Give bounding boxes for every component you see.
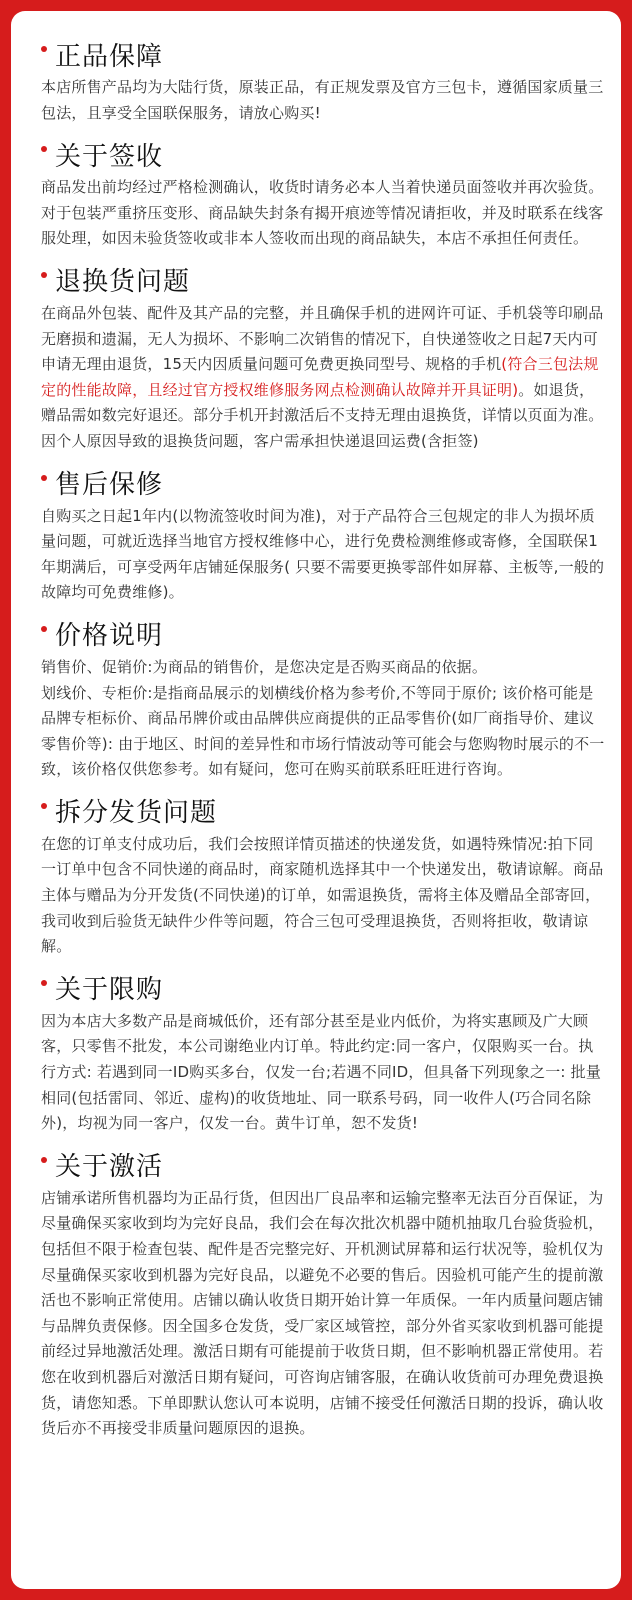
paragraph: 商品发出前均经过严格检测确认，收货时请务必本人当着快递员面签收并再次验货。对于包装严重挤压变形、商品缺失封条有揭开痕迹等情况请拒收，并及时联系在线客服处理，如因未验货签收或非本人签收而出现的商品缺失，本店不承担任何责任。 [41, 178, 604, 248]
bullet-dot-icon [41, 46, 47, 52]
bullet-dot-icon [41, 980, 47, 986]
section-body [41, 1009, 607, 1137]
section-header [41, 133, 607, 175]
bullet-dot-icon [41, 1157, 47, 1163]
section-delivery-receipt [41, 133, 607, 252]
bullet-dot-icon [41, 272, 47, 278]
section-body [41, 301, 607, 455]
paragraph: 自购买之日起1年内(以物流签收时间为准)，对于产品符合三包规定的非人为损坏质量问题，可就近选择当地官方授权维修中心，进行免费检测维修或寄修，全国联保1年期满后，可享受两年店铺延保服务( 只要不需要更换零部件如屏幕、主板等,一般的故障均可免费维修)。 [41, 506, 605, 602]
section-title: 价格说明 [55, 621, 164, 652]
section-title: 关于激活 [55, 1152, 164, 1183]
section-header [41, 967, 607, 1009]
paragraph: 销售价、促销价:为商品的销售价，是您决定是否购买商品的依据。 [41, 657, 488, 676]
policy-card [11, 11, 621, 1589]
section-activation [41, 1144, 607, 1442]
section-body [41, 655, 607, 783]
paragraph: 因为本店大多数产品是商城低价，还有部分甚至是业内低价，为将实惠顾及广大顾客，只零售不批发，本公司谢绝业内订单。特此约定:同一客户，仅限购买一台。执行方式: 若遇到同一ID购买多台，仅发一台;若遇不同ID，但具备下列现象之一: 批量相同(包括雷同、邻近、虚构)的收货地址、同一联系号码，同一收件人(巧合同名除外)，均视为同一客户，仅发一台。黄牛订单，恕不发货! [41, 1011, 602, 1133]
section-title: 关于签收 [55, 141, 164, 172]
section-header [41, 33, 607, 75]
section-body [41, 832, 607, 960]
section-header [41, 259, 607, 301]
section-header [41, 462, 607, 504]
section-body [41, 75, 607, 126]
section-title: 退换货问题 [55, 267, 191, 298]
highlighted-text: (符合三包法规定的性能故障，且经过官方授权维修服务网点检测确认故障并开具证明) [41, 355, 599, 399]
paragraph-text: 在商品外包装、配件及其产品的完整，并且确保手机的进网许可证、手机袋等印刷品无磨损和遗漏，无人为损坏、不影响二次销售的情况下，自快递签收之日起7天内可申请无理由退货，15天内因质量问题可免费更换同型号、规格的手机 [41, 303, 604, 374]
section-header [41, 1144, 607, 1186]
section-body [41, 504, 607, 606]
bullet-dot-icon [41, 803, 47, 809]
section-header [41, 613, 607, 655]
section-title: 售后保修 [55, 470, 164, 501]
section-pricing [41, 613, 607, 783]
paragraph: 在您的订单支付成功后，我们会按照详情页描述的快递发货，如遇特殊情况:拍下同一订单中包含不同快递的商品时，商家随机选择其中一个快递发出，敬请谅解。商品主体与赠品为分开发货(不同快递)的订单，如需退换货，需将主体及赠品全部寄回，我司收到后验货无缺件少件等问题，符合三包可受理退换货，否则将拒收，敬请谅解。 [41, 834, 604, 956]
paragraph: 划线价、专柜价:是指商品展示的划横线价格为参考价,不等同于原价; 该价格可能是品牌专柜标价、商品吊牌价或由品牌供应商提供的正品零售价(如厂商指导价、建议零售价等): 由于地区、时间的差异性和市场行情波动等可能会与您购物时展示的不一致，该价格仅供您参考。如有疑问，您可在购买前联系旺旺进行咨询。 [41, 683, 605, 779]
paragraph-text: 。如退货，赠品需如数完好退还。部分手机开封激活后不支持无理由退换货，详情以页面为准。因个人原因导致的退换货问题，客户需承担快递退回运费(含拒签) [41, 380, 604, 450]
section-title: 正品保障 [55, 41, 164, 72]
section-title: 拆分发货问题 [55, 798, 218, 829]
section-returns [41, 259, 607, 455]
section-split-shipping [41, 790, 607, 960]
bullet-dot-icon [41, 146, 47, 152]
section-warranty [41, 462, 607, 606]
bullet-dot-icon [41, 475, 47, 481]
bullet-dot-icon [41, 626, 47, 632]
paragraph: 店铺承诺所售机器均为正品行货，但因出厂良品率和运输完整率无法百分百保证，为尽量确保买家收到均为完好良品，我们会在每次批次机器中随机抽取几台验货验机，包括但不限于检查包装、配件是否完整完好、开机测试屏幕和运行状况等，验机仅为尽量确保买家收到机器为完好良品，以避免不必要的售后。因验机可能产生的提前激活也不影响正常使用。店铺以确认收货日期开始计算一年质保。一年内质量问题店铺与品牌负责保修。因全国多仓发货，受厂家区域管控，部分外省买家收到机器可能提前经过异地激活处理。激活日期有可能提前于收货日期，但不影响机器正常使用。若您在收到机器后对激活日期有疑问，可咨询店铺客服，在确认收货前可办理免费退换货，请您知悉。下单即默认您认可本说明，店铺不接受任何激活日期的投诉，确认收货后亦不再接受非质量问题原因的退换。 [41, 1188, 604, 1438]
section-authentic-guarantee [41, 33, 607, 126]
section-purchase-limit [41, 967, 607, 1137]
section-body [41, 175, 607, 252]
section-header [41, 790, 607, 832]
paragraph: 本店所售产品均为大陆行货，原装正品，有正规发票及官方三包卡，遵循国家质量三包法，且享受全国联保服务，请放心购买! [41, 78, 604, 122]
section-title: 关于限购 [55, 975, 164, 1006]
section-body [41, 1186, 607, 1442]
